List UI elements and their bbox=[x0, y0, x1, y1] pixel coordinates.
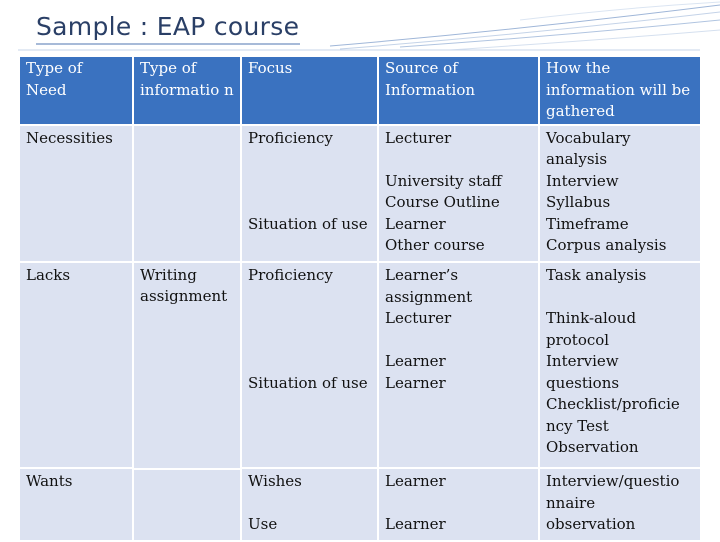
method-cell bbox=[539, 125, 701, 263]
source-item: Learner’s assignment bbox=[385, 266, 473, 306]
method-item: Observation bbox=[546, 438, 639, 457]
information-type-cell bbox=[133, 125, 241, 541]
method-item: Think-aloud protocol bbox=[546, 309, 637, 349]
source-item: Learner bbox=[385, 373, 446, 392]
source-item: University staff bbox=[385, 171, 502, 190]
source-item: Learner bbox=[385, 515, 446, 534]
method-item: Checklist/proficie ncy Test bbox=[546, 395, 680, 435]
information-type-necessities bbox=[134, 126, 240, 263]
slide-title: Sample : EAP course bbox=[36, 12, 300, 41]
source-cell bbox=[378, 468, 539, 540]
method-cell bbox=[539, 468, 701, 540]
source-item: Course Outline bbox=[385, 193, 500, 211]
method-item: Interview/questio nnaire bbox=[546, 472, 680, 512]
source-item: Learner bbox=[385, 352, 446, 371]
source-item: Learner bbox=[385, 214, 446, 233]
source-item: Learner bbox=[385, 472, 446, 491]
method-item: Task analysis bbox=[546, 266, 647, 285]
source-cell bbox=[378, 262, 539, 468]
table-row-wants bbox=[19, 468, 701, 540]
method-item: Vocabulary analysis bbox=[546, 128, 631, 168]
focus-item: Proficiency bbox=[248, 266, 333, 285]
method-item: Interview bbox=[546, 171, 619, 190]
method-item: Corpus analysis bbox=[546, 236, 667, 254]
focus-item: Proficiency bbox=[248, 128, 333, 147]
source-cell bbox=[378, 125, 539, 263]
needs-analysis-table bbox=[18, 55, 702, 542]
header-type-of-information: Type of informatio n bbox=[133, 56, 241, 125]
method-item: observation bbox=[546, 515, 636, 534]
need-cell: Wants bbox=[19, 468, 133, 540]
header-how-gathered: How the information will be gathered bbox=[539, 56, 701, 125]
focus-cell bbox=[241, 468, 378, 540]
table-row-necessities bbox=[19, 125, 701, 263]
table-header-row bbox=[19, 56, 701, 125]
focus-cell bbox=[241, 125, 378, 263]
information-type-wants bbox=[134, 468, 240, 540]
header-source-of-information: Source of Information bbox=[378, 56, 539, 125]
source-item: Lecturer bbox=[385, 309, 452, 328]
method-item: Interview questions bbox=[546, 352, 620, 392]
need-cell: Lacks bbox=[19, 262, 133, 468]
header-type-of-need: Type of Need bbox=[19, 56, 133, 125]
table-row-lacks bbox=[19, 262, 701, 468]
method-cell bbox=[539, 262, 701, 468]
focus-item: Use bbox=[248, 515, 278, 534]
header-focus: Focus bbox=[241, 56, 378, 125]
need-cell: Necessities bbox=[19, 125, 133, 263]
method-item: Syllabus bbox=[546, 193, 611, 211]
method-item: Timeframe bbox=[546, 214, 629, 233]
focus-cell bbox=[241, 262, 378, 468]
source-item: Lecturer bbox=[385, 128, 452, 147]
focus-item: Situation of use bbox=[248, 214, 368, 233]
source-item: Other course bbox=[385, 236, 485, 254]
information-type-lacks: Writing assignment bbox=[140, 265, 228, 305]
focus-item: Wishes bbox=[248, 472, 302, 491]
focus-item: Situation of use bbox=[248, 373, 368, 392]
